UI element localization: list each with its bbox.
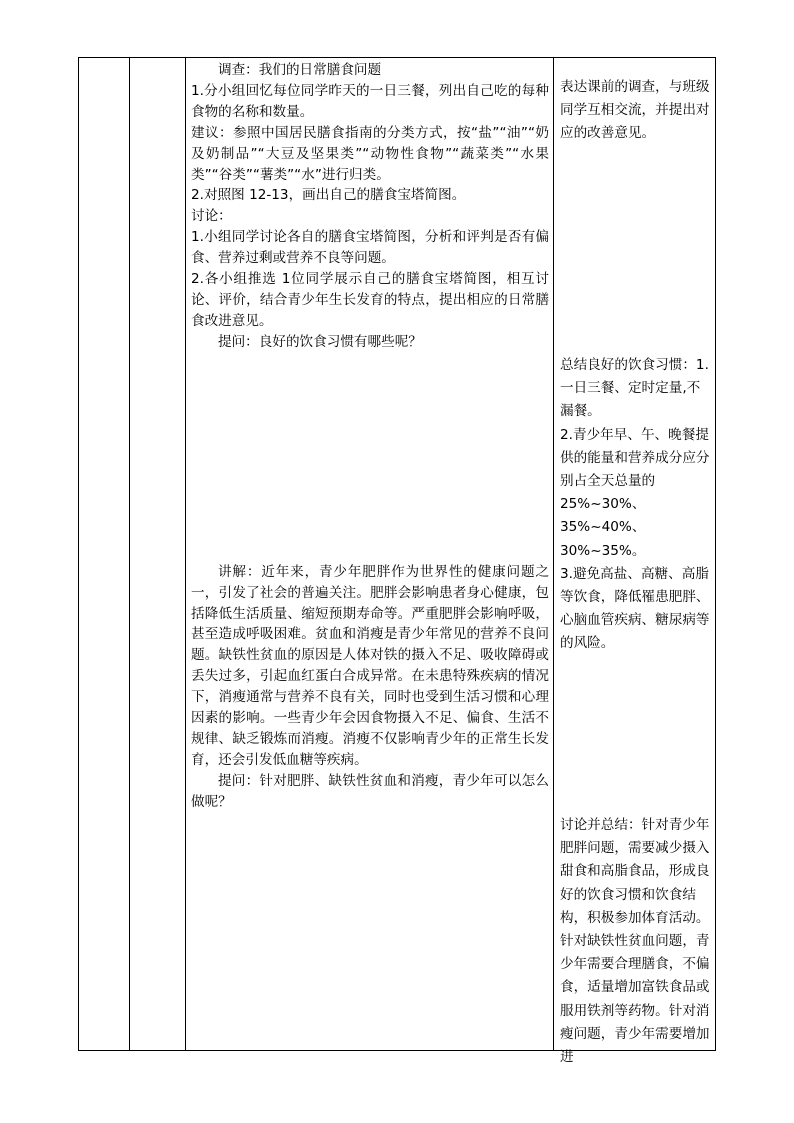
discussion-item-1: 1.小组同学讨论各自的膳食宝塔简图，分析和评判是否有偏食、营养过剩或营养不良等问题。 (191, 229, 549, 267)
blank-space (191, 353, 549, 562)
discussion-summary-text: 讨论并总结：针对青少年肥胖问题，需要减少摄入甜食和高脂食品，形成良好的饮食习惯和饮食结构，积极参加体育活动。针对缺铁性贫血问题，青少年需要合理膳食，不偏食，适量增加富铁食品或服用铁剂等药物。针对消瘦问题，青少年需要增加进 (560, 817, 710, 1066)
table-row (79, 58, 716, 1051)
teaching-activity-cell (186, 58, 554, 1051)
habit-point-2: 2.青少年早、午、晚餐提供的能量和营养成分应分别占全天总量的 (560, 426, 710, 490)
habit-point-2-values: 25%~30%、35%~40%、30%~35%。 (560, 496, 646, 559)
question-good-habits: 提问：良好的饮食习惯有哪些呢？ (218, 333, 422, 350)
habit-point-3: 3.避免高盐、高糖、高脂等饮食，降低罹患肥胖、心脑血管疾病、糖尿病等的风险。 (560, 565, 710, 652)
classification-suggestion: 建议：参照中国居民膳食指南的分类方式，按“盐”“油”“奶及奶制品”“大豆及坚果类”“动物性食物”“蔬菜类”“水果类”“谷类”“薯类”“水”进行归类。 (191, 124, 549, 183)
good-habits-summary (560, 354, 712, 656)
teaching-activity-text (191, 60, 549, 813)
habit-point-1: 总结良好的饮食习惯：1.一日三餐、定时定量,不漏餐。 (560, 357, 709, 420)
discussion-label: 讨论： (191, 208, 232, 225)
survey-exchange-note (560, 76, 712, 146)
lesson-plan-table (78, 57, 716, 1066)
lecture-paragraph: 讲解：近年来，青少年肥胖作为世界性的健康问题之一，引发了社会的普遍关注。肥胖会影响患者身心健康，包括降低生活质量、缩短预期寿命等。严重肥胖会影响呼吸，甚至造成呼吸困难。贫血和消瘦是青少年常见的营养不良问题。缺铁性贫血的原因是人体对铁的摄入不足、吸收障碍或丢失过多，引起血红蛋白合成异常。在未患特殊疾病的情况下，消瘦通常与营养不良有关，同时也受到生活习惯和心理因素的影响。一些青少年会因食物摄入不足、偏食、生活不规律、缺乏锻炼而消瘦。消瘦不仅影响青少年的正常生长发育，还会引发低血糖等疾病。 (191, 563, 549, 768)
discussion-item-2: 2.各小组推选 1位同学展示自己的膳食宝塔简图，相互讨论、评价，结合青少年生长发育的特点，提出相应的日常膳食改进意见。 (191, 271, 549, 329)
question-what-to-do: 提问：针对肥胖、缺铁性贫血和消瘦，青少年可以怎么做呢？ (191, 772, 549, 810)
survey-exchange-text: 表达课前的调查，与班级同学互相交流，并提出对应的改善意见。 (560, 79, 710, 142)
survey-title: 调查：我们的日常膳食问题 (218, 62, 382, 78)
student-activity-cell (554, 58, 716, 1066)
empty-column-cell-1 (79, 58, 130, 1051)
discussion-summary (560, 814, 712, 1069)
survey-step-2: 2.对照图 12-13，画出自己的膳食宝塔简图。 (191, 187, 466, 204)
empty-column-cell-2 (130, 58, 186, 1051)
survey-step-1: 1.分小组回忆每位同学昨天的一日三餐，列出自己吃的每种食物的名称和数量。 (191, 82, 549, 120)
